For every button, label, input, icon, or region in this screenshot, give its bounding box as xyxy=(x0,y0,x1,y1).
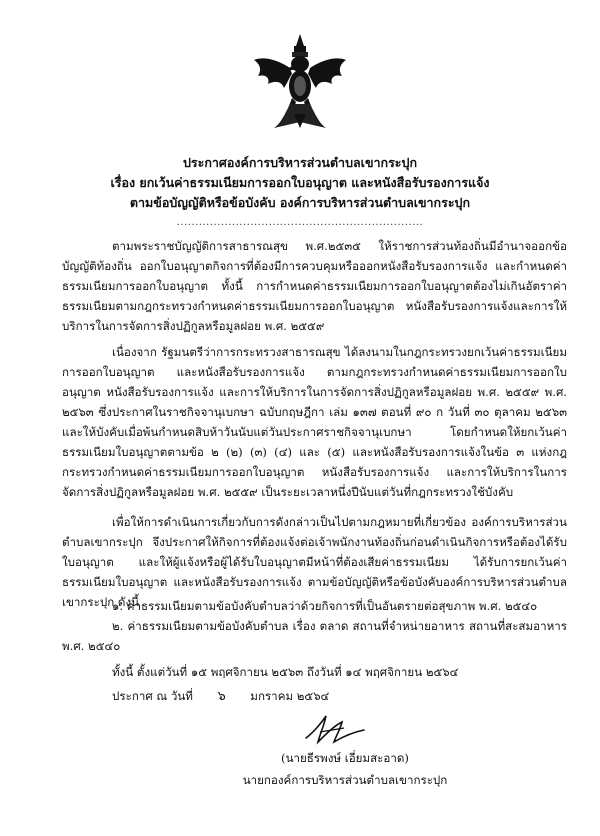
paragraph-2: เนื่องจาก รัฐมนตรีว่าการกระทรวงสาธารณสุข ได้ลงนามในกฎกระทรวงยกเว้นค่าธรรมเนียมการออกใบอนุญาต และหนังสือรับรองการแจ้ง ตามกฎกระทรวงกำหนดค่าธรรมเนียมการออกใบอนุญาต หนังสือรับรองการแจ้ง และการให้บริการในการจัดการสิ่งปฏิกูลหรือมูลฝอย พ.ศ. ๒๕๕๙ พ.ศ. ๒๕๖๓ ซึ่งประกาศในราชกิจจานุเบกษา ฉบับกฤษฎีกา เล่ม ๑๓๗ ตอนที่ ๙๐ ก วันที่ ๓๐ ตุลาคม ๒๕๖๓ และให้บังคับเมื่อพ้นกำหนดสิบห้าวันนับแต่วันประกาศราชกิจจานุเบกษา โดยกำหนดให้ยกเว้นค่าธรรมเนียมใบอนุญาตตามข้อ ๒ (๒) (๓) (๔) และ (๕) และหนังสือรับรองการแจ้งในข้อ ๓ แห่งกฎกระทรวงกำหนดค่าธรรมเนียมการออกใบอนุญาต หนังสือรับรองการแจ้ง และการให้บริการในการจัดการสิ่งปฏิกูลหรือมูลฝอย พ.ศ. ๒๕๕๙ เป็นระยะเวลาหนึ่งปีนับแต่วันที่กฎกระทรวงใช้บังคับ xyxy=(62,345,567,499)
signature-mark xyxy=(300,712,370,748)
signer-name: (นายธีรพงษ์ เอี่ยมสะอาด) xyxy=(281,751,409,765)
announce-date-day: ๖ xyxy=(217,689,226,704)
announce-date-prefix: ประกาศ ณ วันที่ xyxy=(112,689,193,703)
paragraph-1: ตามพระราชบัญญัติการสาธารณสุข พ.ศ.๒๕๓๕ ให้ราชการส่วนท้องถิ่นมีอำนาจออกข้อบัญญัติท้องถิ่น ออกใบอนุญาตกิจการที่ต้องมีการควบคุมหรือออกหนังสือรับรองการแจ้ง และกำหนดค่าธรรมเนียมการออกใบอนุญาต ทั้งนี้ การกำหนดค่าธรรมเนียมการออกใบอนุญาตต้องไม่เกินอัตราค่าธรรมเนียมตามกฎกระทรวงกำหนดค่าธรรมเนียมการออกใบอนุญาต หนังสือรับรองการแจ้งและการให้บริการในการจัดการสิ่งปฏิกูลหรือมูลฝอย พ.ศ. ๒๕๕๙ xyxy=(62,239,567,333)
signer-position: นายกองค์การบริหารส่วนตำบลเขากระปุก xyxy=(242,773,448,787)
announce-date-month-year: มกราคม ๒๕๖๔ xyxy=(250,689,330,703)
list-item-1: ๑. ค่าธรรมเนียมตามข้อบังคับตำบลว่าด้วยกิจการที่เป็นอันตรายต่อสุขภาพ พ.ศ. ๒๕๔๐ xyxy=(112,599,538,613)
document-body-2 xyxy=(62,342,567,502)
announcement-title: ประกาศองค์การบริหารส่วนตำบลเขากระปุก xyxy=(182,155,418,170)
list-item-2: ๒. ค่าธรรมเนียมตามข้อบังคับตำบล เรื่อง ตลาด สถานที่จำหน่ายอาหาร สถานที่สะสมอาหาร พ.ศ. ๒๕๔๐ xyxy=(62,619,567,653)
garuda-emblem-icon xyxy=(250,30,350,130)
announcement-subject-line2: ตามข้อบัญญัติหรือข้อบังคับ องค์การบริหารส่วนตำบลเขากระปุก xyxy=(129,195,471,210)
effective-period: ทั้งนี้ ตั้งแต่วันที่ ๑๕ พฤศจิกายน ๒๕๖๓ ถึงวันที่ ๑๔ พฤศจิกายน ๒๕๖๔ xyxy=(112,665,459,679)
title-separator: ................................................................... xyxy=(176,217,424,228)
document-body-items xyxy=(62,596,567,656)
announcement-subject: เรื่อง ยกเว้นค่าธรรมเนียมการออกใบอนุญาต และหนังสือรับรองการแจ้ง xyxy=(110,175,490,190)
document-body xyxy=(62,236,567,336)
paragraph-3: เพื่อให้การดำเนินการเกี่ยวกับการดังกล่าวเป็นไปตามกฎหมายที่เกี่ยวข้อง องค์การบริหารส่วนตำบลเขากระปุก จึงประกาศให้กิจการที่ต้องแจ้งต่อเจ้าพนักงานท้องถิ่นก่อนดำเนินกิจการหรือต้องได้รับใบอนุญาต และให้ผู้แจ้งหรือผู้ได้รับใบอนุญาตมีหน้าที่ต้องเสียค่าธรรมเนียม ได้รับการยกเว้นค่าธรรมเนียมใบอนุญาต และหนังสือรับรองการแจ้ง ตามข้อบัญญัติหรือข้อบังคับองค์การบริหารส่วนตำบลเขากระปุก ดังนี้ xyxy=(62,515,567,609)
announce-date xyxy=(112,686,329,707)
